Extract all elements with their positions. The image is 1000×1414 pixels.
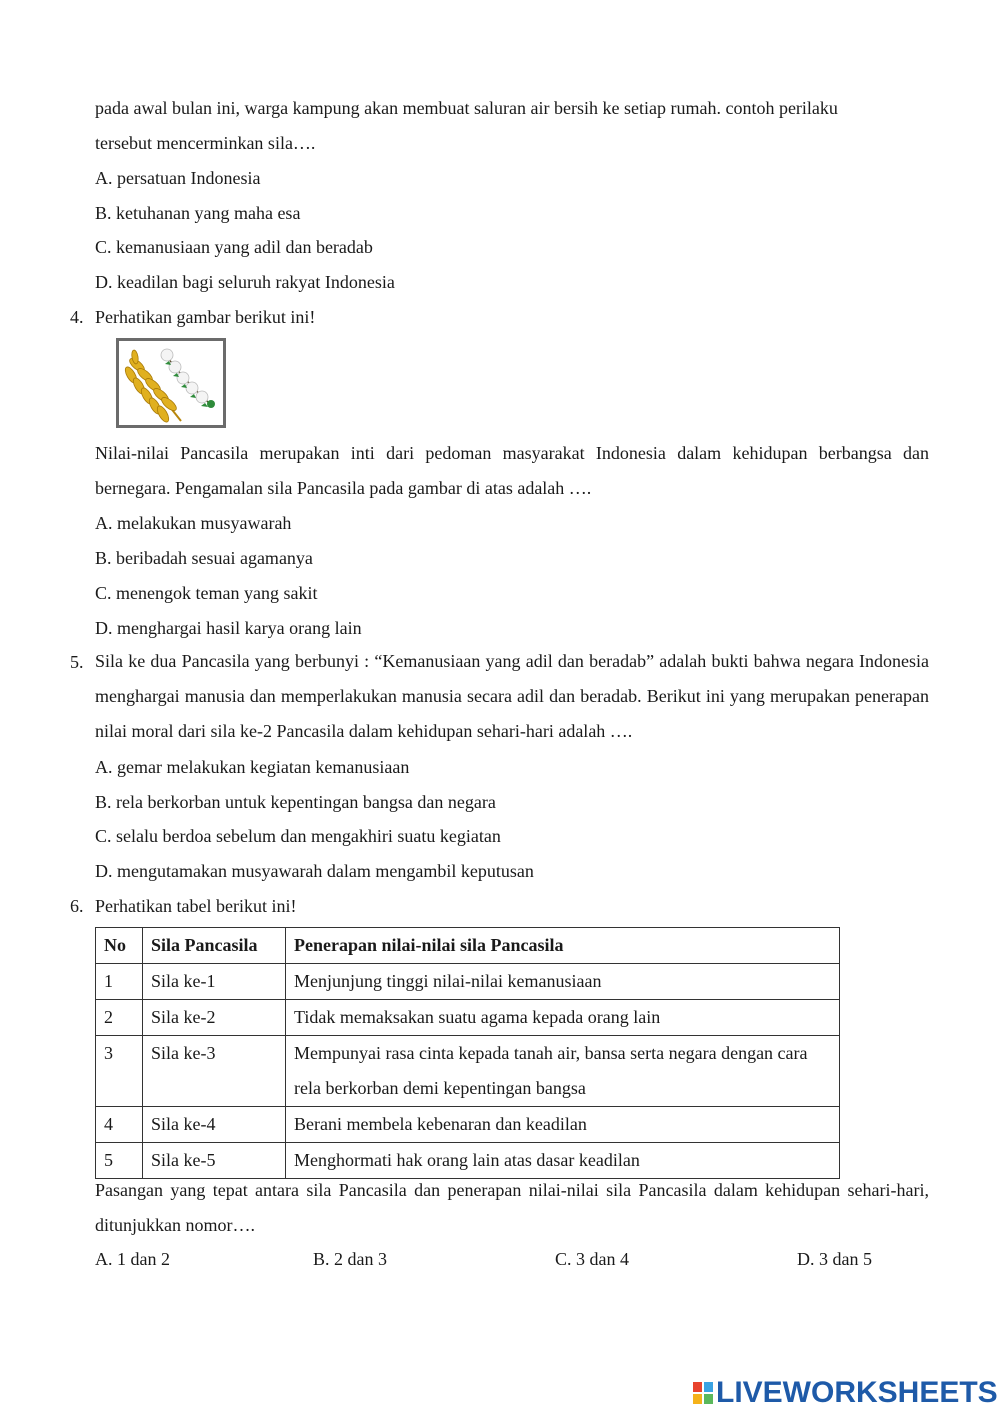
table-header-sila: Sila Pancasila [143,928,286,964]
q4-option-c: C. menengok teman yang sakit [95,583,318,603]
logo-square-red [692,1381,703,1393]
q4-number: 4. [70,307,84,327]
table-cell-penerapan: Tidak memaksakan suatu agama kepada orang lain [286,1000,840,1036]
q6-option-c: C. 3 dan 4 [555,1249,629,1269]
table-cell-no: 1 [96,964,143,1000]
liveworksheets-mark-icon [692,1381,714,1405]
q6-number: 6. [70,896,84,916]
table-cell-penerapan: Berani membela kebenaran dan keadilan [286,1107,840,1143]
table-row [96,964,840,1000]
q4-option-a: A. melakukan musyawarah [95,513,292,533]
q3-option-d: D. keadilan bagi seluruh rakyat Indonesia [95,272,395,292]
table-cell-sila: Sila ke-2 [143,1000,286,1036]
table-cell-penerapan: Menjunjung tinggi nilai-nilai kemanusiaan [286,964,840,1000]
q4-option-d: D. menghargai hasil karya orang lain [95,618,362,638]
table-cell-sila: Sila ke-1 [143,964,286,1000]
liveworksheets-brand: LIVEWORKSHEETS [716,1376,998,1409]
table-header-row [96,928,840,964]
logo-square-yellow [692,1393,703,1405]
q3-stem-line-1: pada awal bulan ini, warga kampung akan membuat saluran air bersih ke setiap rumah. contoh perilaku [95,98,838,118]
sila-table [95,927,840,1179]
q4-image [116,338,226,428]
table-header-no: No [96,928,143,964]
q4-stem: Nilai-nilai Pancasila merupakan inti dari pedoman masyarakat Indonesia dalam kehidupan berbangsa dan bernegara. Pengamalan sila Pancasila pada gambar di atas adalah …. [95,443,929,498]
q5-stem: Sila ke dua Pancasila yang berbunyi : “Kemanusiaan yang adil dan beradab” adalah bukti bahwa negara Indonesia menghargai manusia dan memperlakukan manusia secara adil dan beradab. Berikut ini yang merupakan penerapan nilai moral dari sila ke-2 Pancasila dalam kehidupan sehari-hari adalah …. [95,651,929,741]
q6-option-d: D. 3 dan 5 [797,1249,872,1269]
table-header-penerapan: Penerapan nilai-nilai sila Pancasila [286,928,840,964]
q4-option-b: B. beribadah sesuai agamanya [95,548,313,568]
table-cell-no: 5 [96,1143,143,1179]
q6-option-b: B. 2 dan 3 [313,1249,387,1269]
table-cell-penerapan: Menghormati hak orang lain atas dasar keadilan [286,1143,840,1179]
q6-option-a: A. 1 dan 2 [95,1249,170,1269]
q4-title: Perhatikan gambar berikut ini! [95,307,316,327]
q3-option-c: C. kemanusiaan yang adil dan beradab [95,237,373,257]
table-row [96,1036,840,1107]
q5-option-d: D. mengutamakan musyawarah dalam mengambil keputusan [95,861,534,881]
q6-title: Perhatikan tabel berikut ini! [95,896,297,916]
table-cell-sila: Sila ke-5 [143,1143,286,1179]
logo-square-green [703,1393,714,1405]
liveworksheets-logo [692,1376,998,1410]
rice-cotton-icon [119,341,223,425]
q3-stem-line-2: tersebut mencerminkan sila…. [95,133,316,153]
q6-stem: Pasangan yang tepat antara sila Pancasila dan penerapan nilai-nilai sila Pancasila dalam kehidupan sehari-hari, ditunjukkan nomor…. [95,1180,929,1235]
q3-option-a: A. persatuan Indonesia [95,168,261,188]
table-cell-penerapan: Mempunyai rasa cinta kepada tanah air, bansa serta negara dengan cara rela berkorban demi kepentingan bangsa [286,1036,840,1107]
q5-option-c: C. selalu berdoa sebelum dan mengakhiri suatu kegiatan [95,826,501,846]
table-cell-sila: Sila ke-3 [143,1036,286,1107]
q3-option-b: B. ketuhanan yang maha esa [95,203,301,223]
q5-option-b: B. rela berkorban untuk kepentingan bangsa dan negara [95,792,496,812]
table-cell-no: 2 [96,1000,143,1036]
table-row [96,1000,840,1036]
table-row [96,1107,840,1143]
table-cell-sila: Sila ke-4 [143,1107,286,1143]
logo-square-blue [703,1381,714,1393]
table-cell-no: 3 [96,1036,143,1107]
table-cell-no: 4 [96,1107,143,1143]
q5-number: 5. [70,652,84,672]
q5-option-a: A. gemar melakukan kegiatan kemanusiaan [95,757,410,777]
